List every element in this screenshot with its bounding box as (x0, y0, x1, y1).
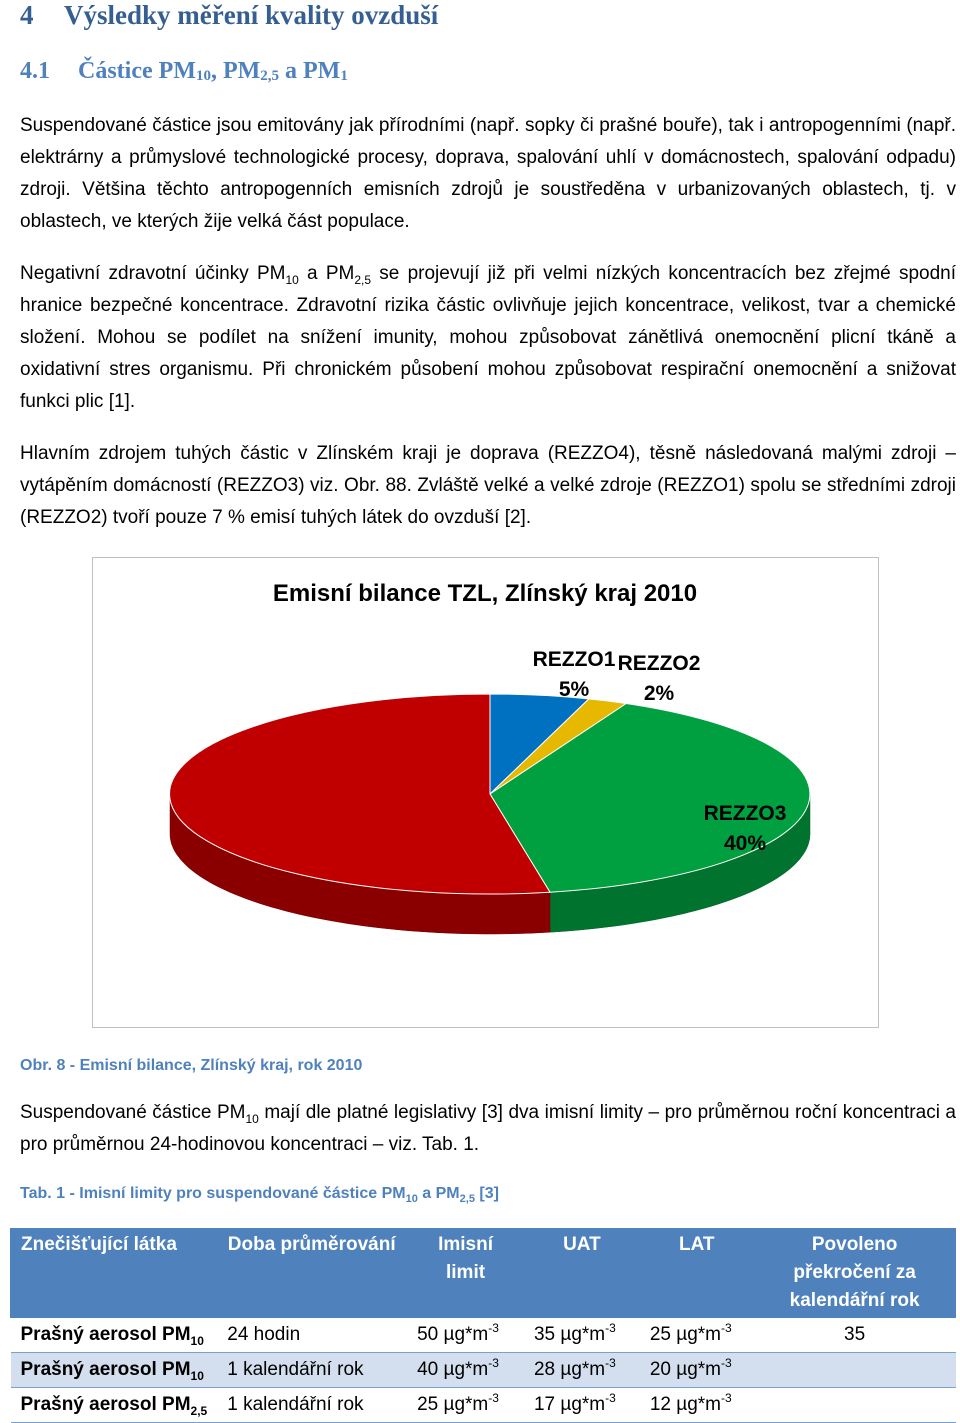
paragraph-sources: Hlavním zdrojem tuhých částic v Zlínském kraji je doprava (REZZO4), těsně následovaná malými zdroji – vytápěním domácností (REZZO3) viz. Obr. 88. Zvláště velké a velké zdroje (REZZO1) spolu se středními zdroji (REZZO2) tvoří pouze 7 % emisí tuhých látek do ovzduší [2]. (20, 443, 956, 528)
text-part: Suspendované částice PM (20, 1102, 246, 1123)
subscript: 10 (195, 68, 211, 84)
superscript: -3 (605, 1321, 616, 1335)
cell-text: 25 µg*m (649, 1324, 721, 1345)
data-label-value-rezzo1: 5% (558, 678, 590, 701)
paragraph-intro: Suspendované částice jsou emitovány jak přírodními (např. sopky či prašné bouře), tak i antropogenními (např. elektrárny a průmyslové technologické procesy, doprava, spalování uhlí v domácnostech, spalování odpadu) zdroji. Většina těchto antropogenních emisních zdrojů je soustředěna v urbanizovaných oblastech, tj. v oblastech, ve kterých žije velká část populace. (20, 115, 956, 232)
cell-period: 1 kalendářní rok (217, 1353, 407, 1388)
paragraph-health-effects (20, 258, 956, 418)
subscript: 10 (285, 272, 299, 287)
cell-limit (407, 1388, 524, 1423)
paragraph-limits (20, 1097, 956, 1161)
cell-lat (640, 1353, 754, 1388)
superscript: -3 (605, 1391, 616, 1405)
cell-period: 1 kalendářní rok (217, 1388, 407, 1423)
column-header-allowed: Povoleno překročení za kalendářní rok (754, 1229, 956, 1318)
subscript: 10 (245, 1111, 259, 1126)
cell-substance (11, 1318, 218, 1353)
subscript: 1 (340, 68, 348, 84)
cell-text: 20 µg*m (649, 1359, 721, 1380)
superscript: -3 (488, 1321, 499, 1335)
text-part: a PM (417, 1185, 460, 1202)
text-part: [3] (474, 1185, 499, 1202)
cell-text: Prašný aerosol PM (20, 1359, 191, 1380)
superscript: -3 (721, 1356, 732, 1370)
subscript: 10 (190, 1368, 204, 1383)
figure-caption: Obr. 8 - Emisní bilance, Zlínský kraj, rok 2010 (20, 1057, 363, 1074)
data-label-name-rezzo2: REZZO2 (617, 652, 701, 675)
table-caption (20, 1185, 499, 1205)
table-header-row (11, 1229, 956, 1318)
data-label-name-rezzo3: REZZO3 (703, 802, 787, 825)
subscript: 2,5 (190, 1403, 208, 1418)
limits-table (10, 1228, 956, 1423)
text-part: Negativní zdravotní účinky PM (20, 263, 286, 284)
cell-uat (524, 1353, 640, 1388)
superscript: -3 (721, 1321, 732, 1335)
cell-uat (524, 1318, 640, 1353)
pie-chart-svg (93, 558, 878, 1027)
cell-substance (11, 1388, 218, 1423)
cell-text: Prašný aerosol PM (20, 1324, 191, 1345)
data-label-name-rezzo1: REZZO1 (532, 648, 616, 671)
column-header-uat: UAT (524, 1229, 640, 1318)
cell-lat (640, 1388, 754, 1423)
cell-text: 12 µg*m (649, 1394, 721, 1415)
data-label-value-rezzo4: 53% (249, 819, 293, 842)
cell-limit (407, 1318, 524, 1353)
subscript: 10 (405, 1193, 418, 1206)
text-part: Tab. 1 - Imisní limity pro suspendované částice PM (20, 1185, 406, 1202)
cell-text: 35 µg*m (533, 1324, 606, 1345)
section-heading (20, 0, 438, 31)
data-label-value-rezzo2: 2% (643, 682, 675, 705)
cell-limit (407, 1353, 524, 1388)
cell-allowed: 35 (754, 1318, 956, 1353)
subsection-title-part: a PM (279, 58, 341, 84)
column-header-lat: LAT (640, 1229, 754, 1318)
column-header-limit: Imisní limit (407, 1229, 524, 1318)
superscript: -3 (488, 1391, 499, 1405)
cell-text: 25 µg*m (417, 1394, 489, 1415)
subscript: 10 (190, 1333, 204, 1348)
subscript: 2,5 (260, 68, 280, 84)
data-label-value-rezzo3: 40% (723, 832, 767, 855)
subsection-heading (20, 58, 348, 85)
text-part: se projevují již při velmi nízkých koncentracích bez zřejmé spodní hranice bezpečné koncentrace. Zdravotní rizika částic ovlivňuje jejich koncentrace, velikost, tvar a chemické složení. Mohou se podílet na snížení imunity, mohou způsobovat zánětlivá onemocnění plicní tkáně a oxidativní stres organismu. Při chronickém působení mohou způsobovat respirační onemocnění a snižovat funkci plic [1]. (20, 263, 956, 412)
cell-lat (640, 1318, 754, 1353)
chart-title: Emisní bilance TZL, Zlínský kraj 2010 (272, 580, 698, 607)
cell-period: 24 hodin (217, 1318, 407, 1353)
cell-uat (524, 1388, 640, 1423)
cell-allowed (754, 1353, 956, 1388)
table-row (11, 1318, 956, 1353)
column-header-substance: Znečišťující látka (11, 1229, 218, 1318)
subsection-title-part: , PM (210, 58, 261, 84)
text-part: a PM (298, 263, 355, 284)
superscript: -3 (721, 1391, 732, 1405)
section-number: 4 (20, 0, 34, 30)
superscript: -3 (605, 1356, 616, 1370)
cell-substance (11, 1353, 218, 1388)
subsection-number: 4.1 (20, 58, 50, 84)
subsection-title-part: Částice PM (78, 58, 196, 84)
data-label-name-rezzo4: REZZO4 (229, 789, 313, 812)
cell-text: 40 µg*m (417, 1359, 489, 1380)
column-header-period: Doba průměrování (217, 1229, 407, 1318)
cell-text: 50 µg*m (417, 1324, 489, 1345)
cell-allowed (754, 1388, 956, 1423)
subscript: 2,5 (459, 1193, 475, 1206)
superscript: -3 (488, 1356, 499, 1370)
text-part: mají dle platné legislativy [3] dva imisní limity – pro průměrnou roční koncentraci a pro průměrnou 24-hodinovou koncentraci – viz. Tab. 1. (20, 1102, 956, 1155)
cell-text: 17 µg*m (533, 1394, 606, 1415)
section-title: Výsledky měření kvality ovzduší (64, 0, 439, 30)
pie-chart (92, 557, 879, 1028)
cell-text: 28 µg*m (533, 1359, 606, 1380)
table-row (11, 1388, 956, 1423)
table-row (11, 1353, 956, 1388)
cell-text: Prašný aerosol PM (20, 1394, 191, 1415)
subscript: 2,5 (354, 272, 372, 287)
